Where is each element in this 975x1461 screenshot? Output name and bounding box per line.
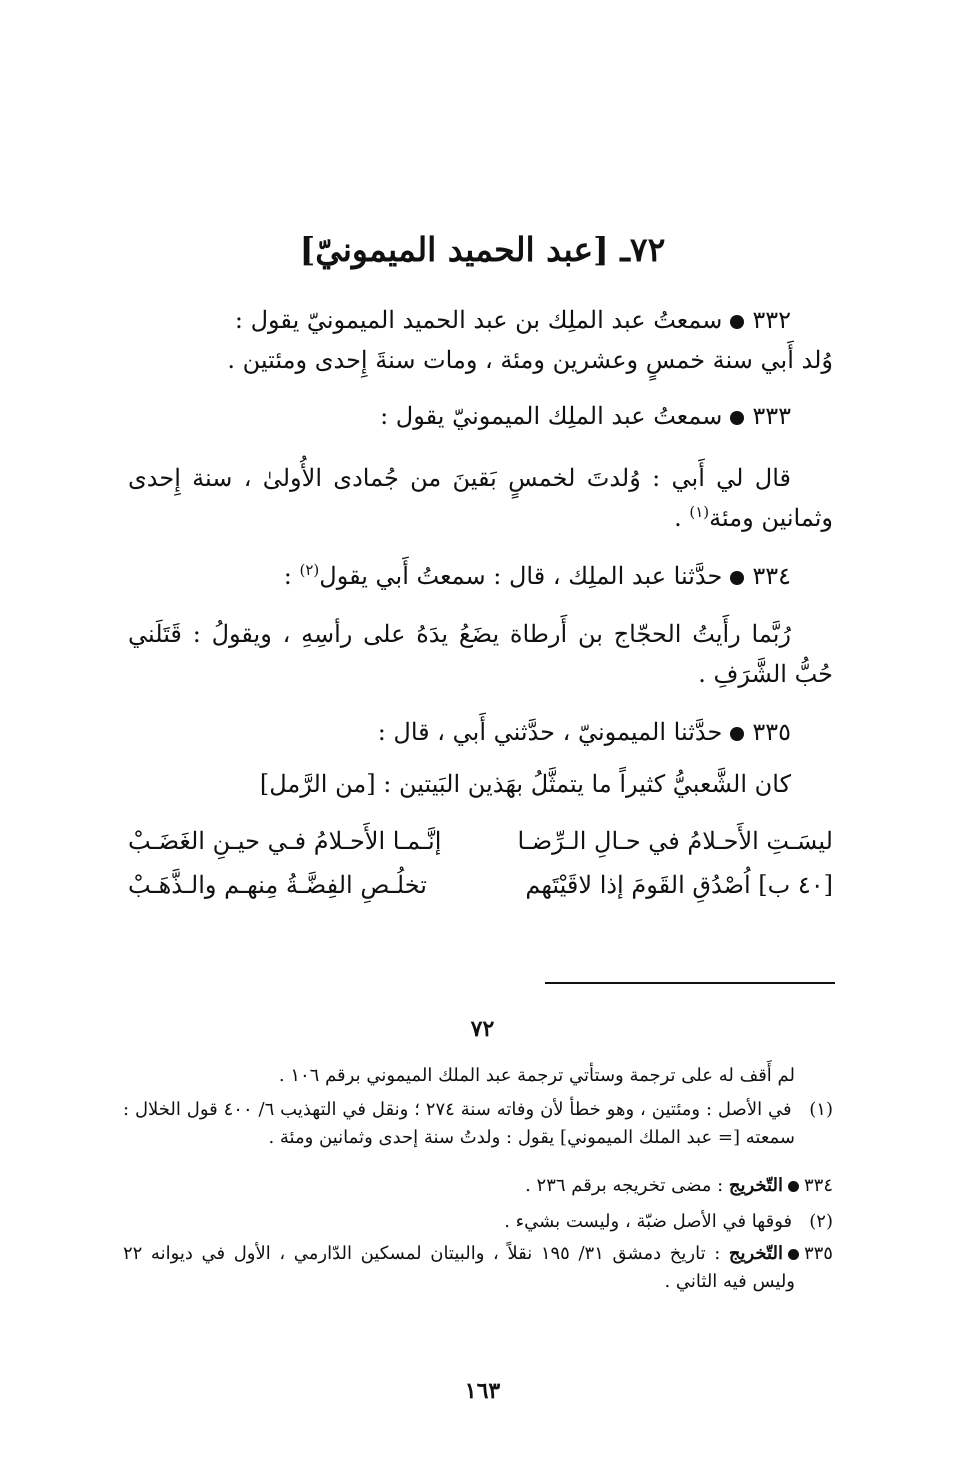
entry-334-text: رُبَّما رأَيتُ الحجّاج بن أَرطاة يضَعُ يدَهُ على رأسِهِ ، ويقولُ : قَتَلَني حُبُّ الشَّرَفِ .: [128, 620, 833, 688]
entry-335-text: كان الشَّعبيُّ كثيراً ما يتمثَّلُ بهَذين البَيتين : [من الرَّمل]: [259, 770, 791, 798]
bullet-dot-icon: [730, 411, 744, 425]
entry-number: ٣٣٤: [752, 562, 791, 590]
takhrij-number: ٣٣٥: [803, 1243, 833, 1264]
takhrij-label: التّخريج: [728, 1243, 783, 1264]
verse-second-hemistich: إنَّـمـا الأَحـلامُ فـي حيـنِ الغَضَـبْ: [128, 827, 442, 855]
footnote-text: فوقها في الأصل ضبّة ، وليست بشيء .: [504, 1211, 793, 1232]
footnote-divider: [545, 982, 835, 984]
footnote-1: [123, 1096, 833, 1152]
entry-lead-text: سمعتُ عبد الملِك بن عبد الحميد الميمونيّ يقول :: [234, 306, 723, 334]
footnote-ref[interactable]: (٢): [299, 561, 320, 579]
verse-first-hemistich: [٤٠ ب] اُصْدُقِ القَومَ إذا لاقَيْتَهم: [525, 871, 833, 899]
entry-lead-end: :: [283, 562, 292, 590]
entry-lead: [128, 396, 833, 436]
entry-number: ٣٣٣: [752, 402, 791, 430]
entry-lead-text: حدَّثنا الميمونيّ ، حدَّثني أَبي ، قال :: [377, 718, 723, 746]
entry-334: [128, 556, 833, 596]
footnotes-heading: ٧٢: [470, 1016, 495, 1042]
entry-text-end: .: [674, 504, 682, 532]
footnote-2: [123, 1208, 833, 1236]
entry-text: وُلد أَبي سنة خمسٍ وعشرين ومئة ، ومات سنةَ إِحدى ومئتين .: [227, 346, 833, 374]
entry-text: قال لي أَبي : وُلدتَ لخمسٍ بَقينَ من جُمادى الأُولىٰ ، سنة إِحدى وثمانين ومئة: [128, 464, 833, 532]
takhrij-number: ٣٣٤: [803, 1175, 833, 1196]
entry-332: [128, 300, 833, 380]
takhrij-label: التّخريج: [728, 1175, 783, 1196]
verse-first-hemistich: ليسَـتِ الأَحـلامُ في حـالِ الـرِّضـا: [517, 827, 833, 855]
takhrij-text: : مضى تخريجه برقم ٢٣٦ .: [525, 1175, 724, 1196]
footnote-marker: (٢): [809, 1211, 833, 1232]
entry-number: ٣٣٥: [752, 718, 791, 746]
verse-line: [128, 864, 833, 906]
takhrij-text: : تاريخ دمشق ٣١/ ١٩٥ نقلاً ، والبيتان لمسكين الدّارمي ، الأول في ديوانه ٢٢ وليس فيه الثاني .: [123, 1243, 795, 1292]
bullet-dot-icon: [730, 727, 744, 741]
chapter-heading: ٧٢ـ [عبد الحميد الميمونيّ]: [299, 230, 666, 269]
entry-333: [128, 396, 833, 436]
bullet-dot-icon: [788, 1181, 799, 1192]
verse-second-hemistich: تخلُـصِ الفِضَّـةُ مِنهـم والـذَّهَـبْ: [128, 871, 427, 899]
footnote-marker: (١): [809, 1099, 833, 1120]
entry-335: [128, 712, 833, 752]
entry-number: ٣٣٢: [752, 306, 791, 334]
footnote-ref[interactable]: (١): [689, 503, 710, 521]
entry-lead: [128, 300, 833, 340]
takhrij-334: [123, 1172, 833, 1200]
page-number: ١٦٣: [464, 1378, 501, 1404]
entry-lead-text: سمعتُ عبد الملِك الميمونيّ يقول :: [380, 402, 723, 430]
footnote-intro: لم أَقف له على ترجمة وستأتي ترجمة عبد الملك الميموني برقم ١٠٦ .: [278, 1065, 795, 1086]
bullet-dot-icon: [730, 571, 744, 585]
entry-lead: [128, 556, 833, 596]
bullet-dot-icon: [788, 1249, 799, 1260]
entry-lead-text: حدَّثنا عبد الملِك ، قال : سمعتُ أَبي يقول: [319, 562, 723, 590]
verse-line: [128, 820, 833, 862]
footnote-text: في الأصل : ومئتين ، وهو خطأ لأن وفاته سنة ٢٧٤ ؛ ونقل في التهذيب ٦/ ٤٠٠ قول الخلال : سمعته [= عبد الملك الميموني] يقول : ولدتُ سنة إحدى وثمانين ومئة .: [123, 1099, 795, 1148]
takhrij-335: [123, 1240, 833, 1296]
entry-lead: [128, 712, 833, 752]
entry-333-text: [128, 458, 833, 538]
bullet-dot-icon: [730, 315, 744, 329]
